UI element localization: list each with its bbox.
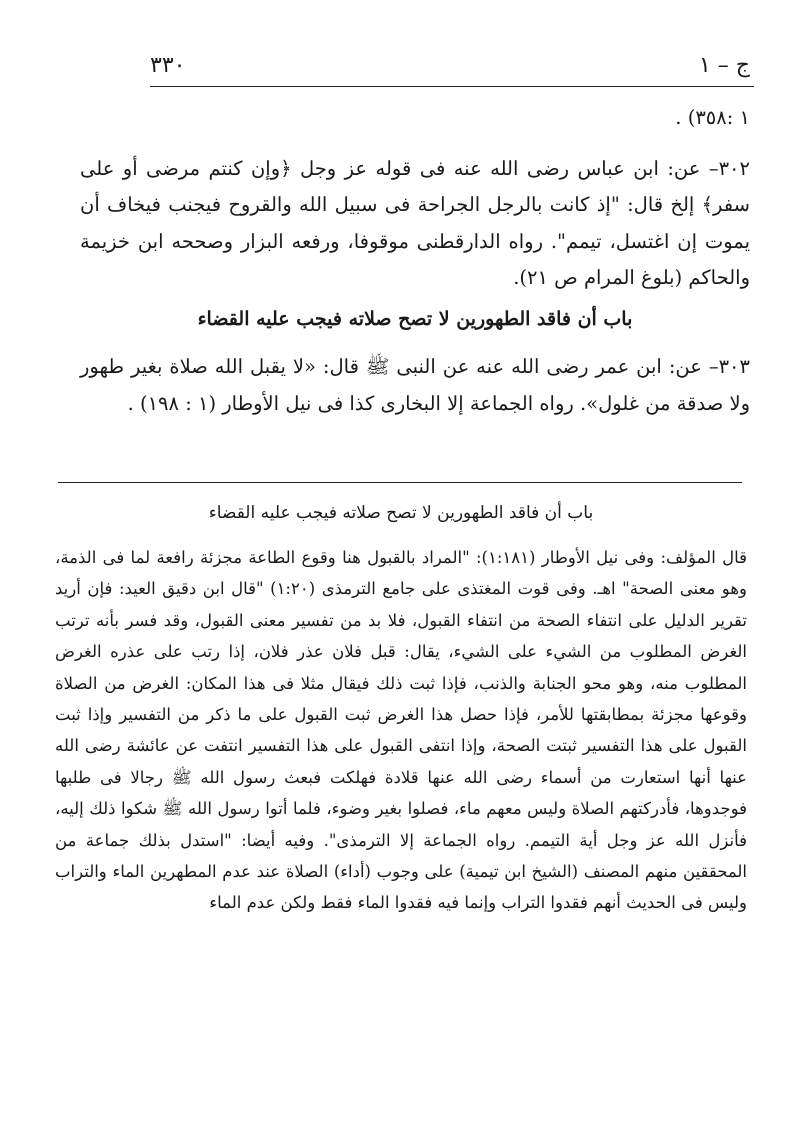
reference-continuation: ١ :٣٥٨) . xyxy=(675,106,750,129)
page-number: ٣٣٠ xyxy=(150,52,186,78)
hadith-303: ٣٠٣– عن: ابن عمر رضى الله عنه عن النبى ﷺ قال: «لا يقبل الله صلاة بغير طهور ولا صدقة من غلول». رواه الجماعة إلا البخارى كذا فى نيل الأوطار (١ : ١٩٨) . xyxy=(80,355,750,415)
commentary-heading: باب أن فاقد الطهورين لا تصح صلاته فيجب عليه القضاء xyxy=(208,503,594,523)
running-header xyxy=(150,48,750,82)
hadith-302: ٣٠٢– عن: ابن عباس رضى الله عنه فى قوله عز وجل ﴿وإن كنتم مرضى أو على سفر﴾ إلخ قال: "إذ كانت بالرجل الجراحة فى سبيل الله والقروح فيجنب فيخاف أن يموت إن اغتسل، تيمم". رواه الدارقطنى موقوفا، ورفعه البزار وصححه ابن خزيمة والحاكم (بلوغ المرام ص ٢١). xyxy=(80,156,750,289)
chapter-heading: باب أن فاقد الطهورين لا تصح صلاته فيجب عليه القضاء xyxy=(197,307,633,330)
chapter-marker: ج – ١ xyxy=(698,52,750,78)
commentary-section xyxy=(55,498,747,919)
spacer xyxy=(80,137,750,151)
commentary-text: قال المؤلف: وفى نيل الأوطار (١:١٨١): "المراد بالقبول هنا وقوع الطاعة مجزئة رافعة لما فى الذمة، وهو معنى الصحة" اهـ. وفى قوت المغتذى على جامع الترمذى (١:٢٠) "قال ابن دقيق العيد: فإن أريد تقرير الدليل على انتفاء الصحة من انتفاء القبول، فلا بد من تفسير معنى القبول، وقد فسر بأنه ترتب الغرض المطلوب من الشيء على الشيء، يقال: قبل فلان عذر فلان، إذا رتب على عذره الغرض المطلوب منه، وهو محو الجنابة والذنب، فإذا ثبت ذلك فيقال مثلا فى هذا المكان: الغرض من الصلاة وقوعها مجزئة بمطابقتها للأمر، فإذا حصل هذا الغرض ثبت القبول على ما ذكر من التفسير وإذا ثبت القبول على هذا التفسير ثبتت الصحة، وإذا انتفى القبول على هذا التفسير انتفت عن عائشة رضى الله عنها أنها استعارت من أسماء رضى الله عنها قلادة فهلكت فبعث رسول الله ﷺ رجالا فى طلبها فوجدوها، فأدركتهم الصلاة وليس معهم ماء، فصلوا بغير وضوء، فلما أتوا رسول الله ﷺ شكوا ذلك إليه، فأنزل الله عز وجل أية التيمم. رواه الجماعة إلا الترمذى". وفيه أيضا: "استدل بذلك جماعة من المحققين منهم المصنف (الشيخ ابن تيمية) على وجوب (أداء) الصلاة عند عدم المطهرين الماء والتراب وليس فى الحديث أنهم فقدوا التراب وإنما فيه فقدوا الماء فقط ولكن عدم الماء xyxy=(55,548,748,913)
header-rule xyxy=(150,86,754,87)
main-text xyxy=(80,100,750,422)
section-divider xyxy=(58,482,742,483)
